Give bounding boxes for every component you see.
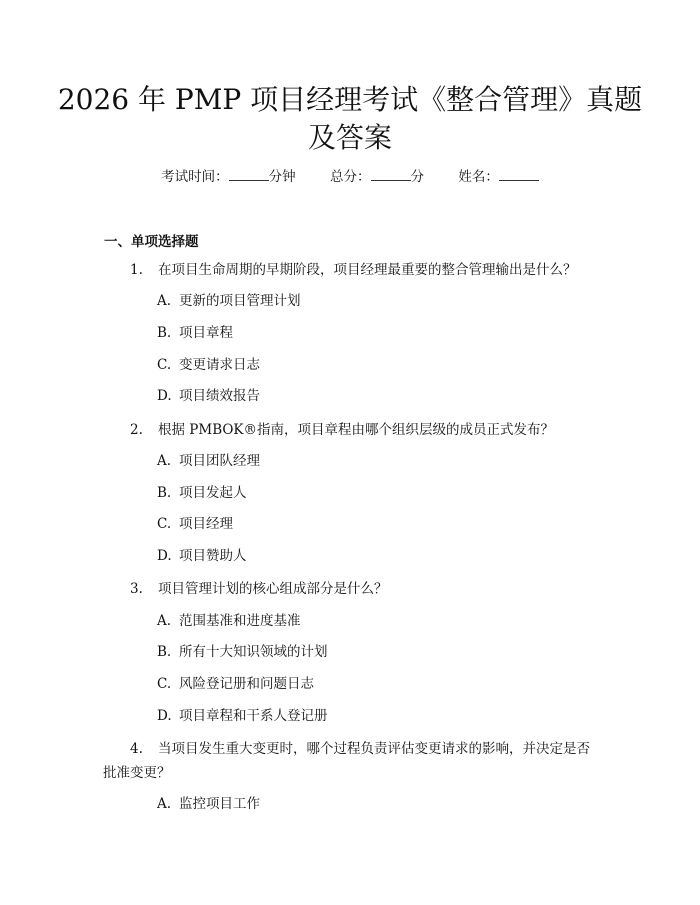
score-blank — [371, 168, 411, 181]
question-number: 2. — [130, 422, 143, 438]
page-title-continued: 及答案 — [307, 121, 392, 154]
question-2 — [130, 418, 610, 442]
option-item — [157, 611, 301, 631]
score-unit: 分 — [410, 169, 424, 185]
question-text: 项目管理计划的核心组成部分是什么？ — [158, 581, 388, 597]
option-text: 风险登记册和问题日志 — [179, 676, 314, 692]
option-item — [157, 674, 314, 694]
option-text: 范围基准和进度基准 — [179, 613, 301, 629]
option-text: 更新的项目管理计划 — [179, 293, 301, 309]
question-4 — [130, 737, 610, 761]
question-number: 3. — [130, 581, 143, 597]
section-title: 一、单项选择题 — [104, 234, 199, 250]
name-label: 姓名： — [458, 169, 499, 185]
option-item — [157, 483, 247, 503]
option-item — [157, 291, 301, 311]
option-text: 项目经理 — [179, 516, 233, 532]
option-letter: B. — [157, 485, 172, 501]
option-text: 所有十大知识领域的计划 — [179, 644, 328, 660]
option-item — [157, 355, 260, 375]
option-item — [157, 794, 260, 814]
option-text: 项目团队经理 — [179, 453, 260, 469]
option-letter: A. — [157, 293, 172, 309]
option-text: 项目发起人 — [179, 485, 247, 501]
question-3 — [130, 577, 610, 601]
option-letter: A. — [157, 613, 172, 629]
question-1 — [130, 258, 610, 282]
option-item — [157, 514, 233, 534]
option-letter: B. — [157, 644, 172, 660]
option-text: 项目章程 — [179, 325, 233, 341]
option-letter: C. — [157, 516, 172, 532]
time-blank — [229, 168, 269, 181]
option-letter: C. — [157, 357, 172, 373]
option-text: 项目章程和干系人登记册 — [179, 708, 328, 724]
option-text: 项目绩效报告 — [179, 388, 260, 404]
question-number: 4. — [130, 741, 143, 757]
option-text: 项目赞助人 — [179, 548, 247, 564]
question-text: 当项目发生重大变更时，哪个过程负责评估变更请求的影响，并决定是否 — [158, 741, 590, 757]
question-text: 在项目生命周期的早期阶段，项目经理最重要的整合管理输出是什么？ — [158, 262, 577, 278]
time-label: 考试时间： — [161, 169, 229, 185]
time-unit: 分钟 — [268, 169, 296, 185]
option-letter: A. — [157, 796, 172, 812]
option-letter: D. — [157, 388, 172, 404]
option-text: 监控项目工作 — [179, 796, 260, 812]
option-item — [157, 642, 328, 662]
option-item — [157, 386, 260, 406]
option-text: 变更请求日志 — [179, 357, 260, 373]
question-text: 根据 PMBOK®指南，项目章程由哪个组织层级的成员正式发布？ — [158, 422, 555, 438]
score-label: 总分： — [330, 169, 371, 185]
option-letter: C. — [157, 676, 172, 692]
option-item — [157, 546, 247, 566]
option-letter: A. — [157, 453, 172, 469]
option-item — [157, 323, 233, 343]
question-text: 批准变更？ — [103, 765, 171, 781]
option-letter: D. — [157, 708, 172, 724]
option-letter: B. — [157, 325, 172, 341]
question-4-continued — [103, 761, 583, 785]
name-blank — [499, 168, 539, 181]
exam-info-line — [0, 167, 700, 187]
option-item — [157, 706, 328, 726]
page-title: 2026 年 PMP 项目经理考试《整合管理》真题 — [57, 83, 643, 116]
question-number: 1. — [130, 262, 143, 278]
option-item — [157, 451, 260, 471]
option-letter: D. — [157, 548, 172, 564]
